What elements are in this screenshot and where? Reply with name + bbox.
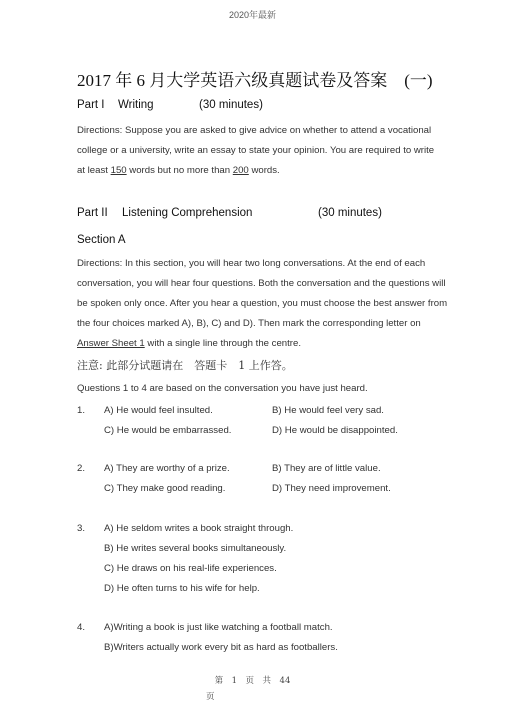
min-words: 150: [110, 165, 127, 176]
line3-middle: words but no more than: [129, 165, 231, 176]
part1-directions-line-1: Directions: Suppose you are asked to give advice on whether to attend a vocational: [77, 125, 432, 136]
document-title: 2017 年 6 月大学英语六级真题试卷及答案 (一): [77, 71, 433, 90]
part1-label: Part I: [77, 99, 105, 111]
section-a-heading: Section A: [77, 234, 126, 246]
option-b: B) They are of little value.: [272, 463, 381, 474]
option-b: B)Writers actually work every bit as hard as footballers.: [104, 642, 338, 653]
chinese-note: 注意: 此部分试题请在 答题卡 1 上作答。: [77, 359, 293, 372]
part1-directions-line-2: college or a university, write an essay to state your opinion. You are required to write: [77, 145, 435, 156]
option-d: D) He would be disappointed.: [272, 425, 398, 436]
part2-label: Part II: [77, 207, 108, 219]
question-number: 4.: [77, 622, 86, 633]
part1-name: Writing: [118, 99, 154, 111]
option-c: C) They make good reading.: [104, 483, 226, 494]
part2-name: Listening Comprehension: [122, 207, 253, 219]
question-number: 1.: [77, 405, 86, 416]
part2-directions-line-2: conversation, you will hear four questions. Both the conversation and the questions will: [77, 278, 446, 289]
answer-sheet-ref: Answer Sheet 1: [77, 338, 145, 349]
option-c: C) He draws on his real-life experiences.: [104, 563, 277, 574]
option-d: D) They need improvement.: [272, 483, 391, 494]
page-header: 2020年最新: [228, 10, 277, 20]
part2-directions-line-5: [77, 338, 301, 349]
page-footer-line-2: 页: [206, 692, 215, 702]
question-number: 2.: [77, 463, 86, 474]
part1-time: (30 minutes): [199, 99, 263, 111]
option-a: A) He would feel insulted.: [104, 405, 213, 416]
option-a: A) They are worthy of a prize.: [104, 463, 230, 474]
max-words: 200: [232, 165, 249, 176]
page-footer-line-1: 第 1 页 共 44: [214, 676, 291, 686]
part2-directions-line-3: be spoken only once. After you hear a question, you must choose the best answer from: [77, 298, 448, 309]
option-b: B) He writes several books simultaneously.: [104, 543, 287, 554]
option-a: A)Writing a book is just like watching a football match.: [104, 622, 333, 633]
directions-end: with a single line through the centre.: [147, 338, 301, 349]
line3-end: words.: [251, 165, 280, 176]
questions-intro: Questions 1 to 4 are based on the conversation you have just heard.: [77, 383, 368, 394]
line3-start: at least: [77, 165, 108, 176]
option-d: D) He often turns to his wife for help.: [104, 583, 260, 594]
option-c: C) He would be embarrassed.: [104, 425, 232, 436]
part1-directions-line-3: [77, 165, 280, 176]
question-number: 3.: [77, 523, 86, 534]
option-a: A) He seldom writes a book straight through.: [104, 523, 294, 534]
part2-directions-line-1: Directions: In this section, you will hear two long conversations. At the end of each: [77, 258, 426, 269]
part2-time: (30 minutes): [318, 207, 382, 219]
part2-directions-line-4: the four choices marked A), B), C) and D). Then mark the corresponding letter on: [77, 318, 421, 329]
option-b: B) He would feel very sad.: [272, 405, 384, 416]
